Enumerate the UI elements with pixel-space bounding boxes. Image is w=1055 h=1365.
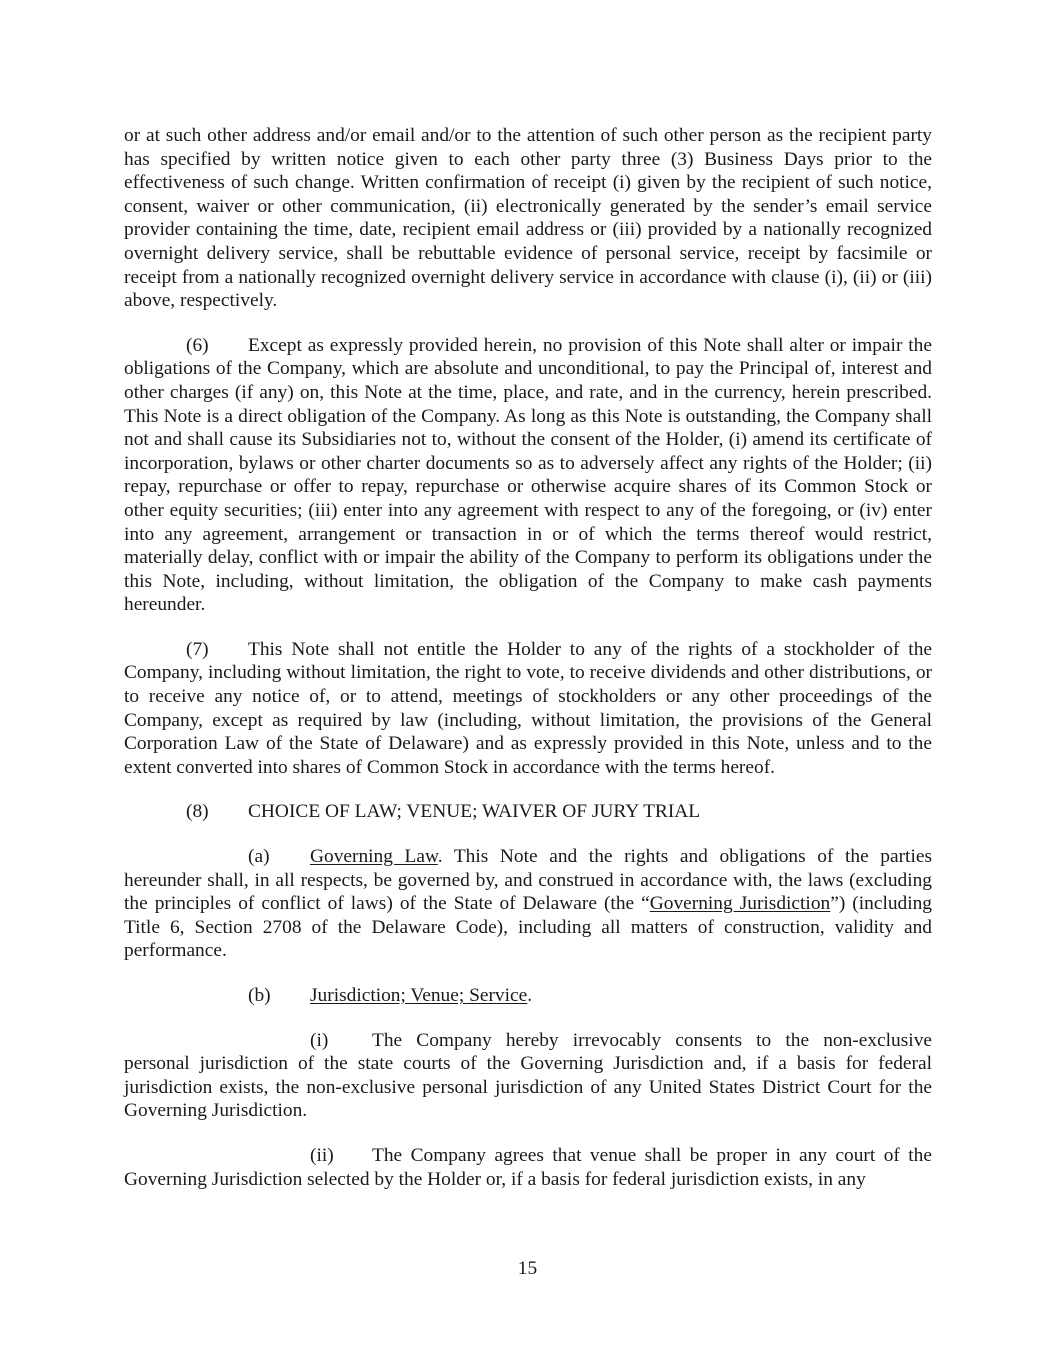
section-6 bbox=[124, 334, 932, 617]
governing-law-title: Governing Law bbox=[310, 846, 438, 868]
section-8b-number: (b) bbox=[248, 985, 271, 1006]
section-8-heading bbox=[124, 800, 932, 824]
section-7 bbox=[124, 638, 932, 780]
section-8b-ii-text: The Company agrees that venue shall be proper in any court of the Governing Jurisdiction selected by the Holder or, if a basis for federal jurisdiction exists, in any bbox=[124, 1144, 932, 1190]
section-8-title: CHOICE OF LAW; VENUE; WAIVER OF JURY TRIAL bbox=[248, 801, 701, 823]
section-8b-i-text: The Company hereby irrevocably consents to the non-exclusive personal jurisdiction of the state courts of the Governing Jurisdiction and, if a basis for federal jurisdiction exists, the non-exclusive personal jurisdiction of any United States District Court for the Governing Jurisdiction. bbox=[124, 1029, 932, 1122]
section-8b bbox=[124, 984, 932, 1008]
section-8a-number: (a) bbox=[248, 846, 270, 868]
jurisdiction-venue-service-title: Jurisdiction; Venue; Service bbox=[310, 985, 528, 1006]
section-6-text: Except as expressly provided herein, no provision of this Note shall alter or impair the obligations of the Company, which are absolute and unconditional, to pay the Principal of, interest and other charges (if any) on, this Note at the time, place, and rate, and in the currency, herein prescribed. This Note is a direct obligation of the Company. As long as this Note is outstanding, the Company shall not and shall cause its Subsidiaries not to, without the consent of the Holder, (i) amend its certificate of incorporation, bylaws or other charter documents so as to adversely affect any rights of the Holder; (ii) repay, repurchase or offer to repay, repurchase or otherwise acquire shares of its Common Stock or other equity securities; (iii) enter into any agreement with respect to any of the foregoing, or (iv) enter into any agreement, arrangement or transaction in or of which the terms thereof would restrict, materially delay, conflict with or impair the ability of the Company to perform its obligations under the this Note, including, without limitation, the obligation of the Company to make cash payments hereunder. bbox=[124, 334, 932, 616]
page-number: 15 bbox=[517, 1258, 538, 1279]
section-8a-text-part2: ”) (including Title 6, Section 2708 of the Delaware Code), including all matters of construction, validity and performance. bbox=[124, 893, 933, 962]
section-8a-text-part1: . This Note and the rights and obligations of the parties hereunder shall, in all respects, be governed by, and construed in accordance with, the laws (excluding the principles of conflict of laws) of the State of Delaware (the “ bbox=[124, 846, 932, 915]
section-6-number: (6) bbox=[186, 334, 209, 356]
section-8a bbox=[124, 845, 932, 963]
section-7-text: This Note shall not entitle the Holder to any of the rights of a stockholder of the Company, including without limitation, the right to vote, to receive dividends and other distributions, or to receive any notice of, or to attend, meetings of stockholders or any other proceedings of the Company, except as required by law (including, without limitation, the provisions of the General Corporation Law of the State of Delaware) and as expressly provided in this Note, unless and to the extent converted into shares of Common Stock in accordance with the terms hereof. bbox=[124, 638, 932, 778]
paragraph-text: or at such other address and/or email and/or to the attention of such other person as the recipient party has specified by written notice given to each other party three (3) Business Days prior to the effectiveness of such change. Written confirmation of receipt (i) given by the recipient of such notice, consent, waiver or other communication, (ii) electronically generated by the sender’s email service provider containing the time, date, recipient email address or (iii) provided by a nationally recognized overnight delivery service, shall be rebuttable evidence of personal service, receipt by facsimile or receipt from a nationally recognized overnight delivery service in accordance with clause (i), (ii) or (iii) above, respectively. bbox=[124, 125, 932, 312]
body-text bbox=[124, 124, 932, 1191]
section-8b-ii-number: (ii) bbox=[310, 1144, 334, 1166]
governing-jurisdiction-term: Governing Jurisdiction bbox=[649, 893, 831, 915]
section-8-number: (8) bbox=[186, 801, 209, 823]
paragraph-continued bbox=[124, 124, 932, 313]
section-8b-period: . bbox=[527, 985, 533, 1006]
section-8b-i-number: (i) bbox=[310, 1029, 329, 1051]
section-8b-i bbox=[124, 1029, 932, 1123]
section-8b-ii bbox=[124, 1144, 932, 1191]
section-7-number: (7) bbox=[186, 638, 209, 660]
